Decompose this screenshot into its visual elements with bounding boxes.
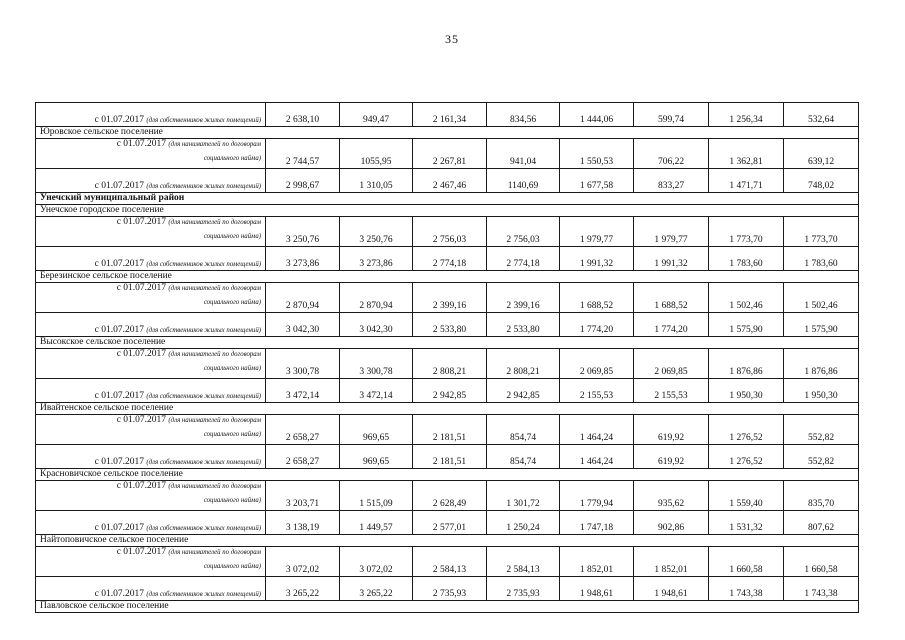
row-date: с 01.07.2017	[94, 181, 144, 191]
tariff-value-cell: 1 515,09	[340, 481, 413, 511]
tariff-value-cell: 1 948,61	[634, 577, 709, 601]
tariff-value-cell: 1 783,60	[784, 247, 859, 271]
tariff-row-tenants	[36, 415, 859, 445]
row-date: с 01.07.2017	[94, 523, 144, 533]
tariff-value-cell: 3 472,14	[266, 379, 340, 403]
row-note: (для собственников жилых помещений)	[146, 591, 261, 598]
tariff-value-cell: 1 502,46	[784, 283, 859, 313]
tariff-value-cell: 1 774,20	[634, 313, 709, 337]
tariff-value-cell: 3 250,76	[266, 217, 340, 247]
tariff-value-cell: 1 979,77	[634, 217, 709, 247]
tariff-value-cell: 1 502,46	[709, 283, 784, 313]
tariff-value-cell: 1 688,52	[560, 283, 634, 313]
tariff-value-cell: 1 464,24	[560, 415, 634, 445]
tariff-value-cell: 1055,95	[340, 139, 413, 169]
tariff-value-cell: 748,02	[784, 169, 859, 193]
tariff-value-cell: 1 471,71	[709, 169, 784, 193]
row-label	[36, 313, 266, 337]
tariff-value-cell: 969,65	[340, 415, 413, 445]
tariff-value-cell: 1 660,58	[709, 547, 784, 577]
tariff-value-cell: 2 181,51	[413, 445, 487, 469]
row-date: с 01.07.2017	[94, 115, 144, 125]
tariff-value-cell: 3 250,76	[340, 217, 413, 247]
tariff-value-cell: 2 584,13	[487, 547, 560, 577]
settlement-row	[36, 271, 859, 283]
tariff-row-tenants	[36, 481, 859, 511]
row-label	[36, 379, 266, 403]
tariff-value-cell: 1 852,01	[560, 547, 634, 577]
tariff-value-cell: 2 584,13	[413, 547, 487, 577]
tariff-value-cell: 3 072,02	[266, 547, 340, 577]
tariff-value-cell: 619,92	[634, 415, 709, 445]
tariff-value-cell: 1140,69	[487, 169, 560, 193]
tariff-value-cell: 835,70	[784, 481, 859, 511]
row-label	[36, 103, 266, 127]
tariff-value-cell: 3 042,30	[340, 313, 413, 337]
tariff-row-owners	[36, 577, 859, 601]
tariff-value-cell: 969,65	[340, 445, 413, 469]
tariff-value-cell: 2 808,21	[413, 349, 487, 379]
tariff-value-cell: 2 744,57	[266, 139, 340, 169]
row-label	[36, 139, 266, 169]
tariff-value-cell: 3 138,19	[266, 511, 340, 535]
row-date: с 01.07.2017	[94, 259, 144, 269]
row-label	[36, 283, 266, 313]
settlement-name: Юровское сельское поселение	[36, 127, 859, 139]
row-note: (для собственников жилых помещений)	[146, 459, 261, 466]
tariff-value-cell: 2 870,94	[266, 283, 340, 313]
tariff-value-cell: 2 467,46	[413, 169, 487, 193]
tariff-row-owners	[36, 445, 859, 469]
tariff-row-tenants	[36, 217, 859, 247]
row-note: (для собственников жилых помещений)	[146, 393, 261, 400]
tariff-value-cell: 2 774,18	[487, 247, 560, 271]
tariff-row-tenants	[36, 283, 859, 313]
row-note-continued: социального найма)	[203, 365, 261, 372]
tariff-row-tenants	[36, 547, 859, 577]
tariff-value-cell: 2 155,53	[634, 379, 709, 403]
tariff-value-cell: 2 658,27	[266, 415, 340, 445]
tariff-value-cell: 854,74	[487, 415, 560, 445]
row-note-continued: социального найма)	[203, 299, 261, 306]
tariff-value-cell: 1 276,52	[709, 445, 784, 469]
tariff-value-cell: 1 743,38	[709, 577, 784, 601]
tariff-row-owners	[36, 169, 859, 193]
row-date: с 01.07.2017	[94, 391, 144, 401]
row-date: с 01.07.2017	[116, 481, 167, 491]
row-label	[36, 415, 266, 445]
tariff-value-cell: 1 774,20	[560, 313, 634, 337]
row-date: с 01.07.2017	[116, 139, 167, 149]
tariff-value-cell: 2 399,16	[413, 283, 487, 313]
row-note: (для нанимателей по договорам	[168, 549, 261, 556]
tariff-value-cell: 2 399,16	[487, 283, 560, 313]
tariff-row-owners	[36, 247, 859, 271]
row-date: с 01.07.2017	[116, 349, 167, 359]
tariff-value-cell: 1 948,61	[560, 577, 634, 601]
tariff-table-body	[36, 103, 859, 613]
tariff-value-cell: 1 531,32	[709, 511, 784, 535]
tariff-value-cell: 2 774,18	[413, 247, 487, 271]
tariff-value-cell: 3 203,71	[266, 481, 340, 511]
tariff-value-cell: 941,04	[487, 139, 560, 169]
tariff-value-cell: 2 267,81	[413, 139, 487, 169]
tariff-value-cell: 2 870,94	[340, 283, 413, 313]
tariff-value-cell: 949,47	[340, 103, 413, 127]
settlement-name: Высокское сельское поселение	[36, 337, 859, 349]
tariff-value-cell: 1 876,86	[784, 349, 859, 379]
tariff-value-cell: 2 069,85	[560, 349, 634, 379]
row-label	[36, 217, 266, 247]
row-date: с 01.07.2017	[94, 457, 144, 467]
tariff-row-tenants	[36, 139, 859, 169]
tariff-value-cell: 854,74	[487, 445, 560, 469]
tariff-value-cell: 3 300,78	[340, 349, 413, 379]
tariff-value-cell: 2 756,03	[413, 217, 487, 247]
tariff-value-cell: 1 747,18	[560, 511, 634, 535]
tariff-value-cell: 1 950,30	[784, 379, 859, 403]
tariff-value-cell: 1 464,24	[560, 445, 634, 469]
row-date: с 01.07.2017	[116, 547, 167, 557]
row-date: с 01.07.2017	[94, 589, 144, 599]
row-label	[36, 445, 266, 469]
tariff-value-cell: 3 072,02	[340, 547, 413, 577]
tariff-value-cell: 3 265,22	[266, 577, 340, 601]
settlement-row	[36, 337, 859, 349]
row-note-continued: социального найма)	[203, 431, 261, 438]
tariff-value-cell: 1 773,70	[784, 217, 859, 247]
settlement-row	[36, 205, 859, 217]
tariff-value-cell: 833,27	[634, 169, 709, 193]
tariff-value-cell: 2 998,67	[266, 169, 340, 193]
row-note: (для собственников жилых помещений)	[146, 327, 261, 334]
tariff-row-owners	[36, 511, 859, 535]
tariff-value-cell: 1 852,01	[634, 547, 709, 577]
tariff-value-cell: 2 808,21	[487, 349, 560, 379]
tariff-value-cell: 1 559,40	[709, 481, 784, 511]
tariff-value-cell: 3 042,30	[266, 313, 340, 337]
settlement-name: Павловское сельское поселение	[36, 601, 859, 613]
tariff-value-cell: 834,56	[487, 103, 560, 127]
tariff-value-cell: 2 577,01	[413, 511, 487, 535]
page-number: 35	[445, 32, 459, 46]
district-row	[36, 193, 859, 205]
tariff-value-cell: 1 950,30	[709, 379, 784, 403]
district-name: Унечский муниципальный район	[36, 193, 859, 205]
tariff-value-cell: 2 533,80	[413, 313, 487, 337]
tariff-value-cell: 1 876,86	[709, 349, 784, 379]
settlement-row	[36, 469, 859, 481]
tariff-value-cell: 1 575,90	[784, 313, 859, 337]
tariff-value-cell: 1 660,58	[784, 547, 859, 577]
row-note: (для нанимателей по договорам	[168, 141, 261, 148]
row-note: (для нанимателей по договорам	[168, 219, 261, 226]
row-label	[36, 577, 266, 601]
settlement-name: Ивайтенское сельское поселение	[36, 403, 859, 415]
row-note-continued: социального найма)	[203, 155, 261, 162]
tariff-row-tenants	[36, 349, 859, 379]
row-note-continued: социального найма)	[203, 233, 261, 240]
row-label	[36, 349, 266, 379]
tariff-value-cell: 2 155,53	[560, 379, 634, 403]
tariff-value-cell: 2 628,49	[413, 481, 487, 511]
settlement-row	[36, 403, 859, 415]
tariff-value-cell: 1 991,32	[560, 247, 634, 271]
row-date: с 01.07.2017	[94, 325, 144, 335]
tariff-value-cell: 552,82	[784, 445, 859, 469]
tariff-value-cell: 1 449,57	[340, 511, 413, 535]
tariff-value-cell: 3 472,14	[340, 379, 413, 403]
settlement-row	[36, 127, 859, 139]
settlement-row	[36, 535, 859, 547]
tariff-value-cell: 902,86	[634, 511, 709, 535]
tariff-value-cell: 3 265,22	[340, 577, 413, 601]
tariff-value-cell: 2 756,03	[487, 217, 560, 247]
row-note: (для собственников жилых помещений)	[146, 525, 261, 532]
tariff-value-cell: 1 688,52	[634, 283, 709, 313]
row-note: (для собственников жилых помещений)	[146, 261, 261, 268]
row-label	[36, 169, 266, 193]
tariff-value-cell: 1 991,32	[634, 247, 709, 271]
tariff-value-cell: 1 773,70	[709, 217, 784, 247]
tariff-value-cell: 1 677,58	[560, 169, 634, 193]
tariff-value-cell: 2 638,10	[266, 103, 340, 127]
tariff-value-cell: 2 533,80	[487, 313, 560, 337]
tariff-value-cell: 1 979,77	[560, 217, 634, 247]
row-label	[36, 481, 266, 511]
tariff-value-cell: 2 069,85	[634, 349, 709, 379]
tariff-row-owners	[36, 313, 859, 337]
tariff-value-cell: 3 300,78	[266, 349, 340, 379]
row-note-continued: социального найма)	[203, 497, 261, 504]
tariff-value-cell: 935,62	[634, 481, 709, 511]
tariff-value-cell: 1 310,05	[340, 169, 413, 193]
row-date: с 01.07.2017	[116, 415, 167, 425]
tariff-value-cell: 2 735,93	[413, 577, 487, 601]
row-note: (для собственников жилых помещений)	[146, 117, 261, 124]
row-note: (для нанимателей по договорам	[168, 351, 261, 358]
settlement-row	[36, 601, 859, 613]
tariff-value-cell: 2 735,93	[487, 577, 560, 601]
tariff-value-cell: 2 181,51	[413, 415, 487, 445]
tariff-value-cell: 599,74	[634, 103, 709, 127]
tariff-value-cell: 1 362,81	[709, 139, 784, 169]
tariff-value-cell: 2 161,34	[413, 103, 487, 127]
row-date: с 01.07.2017	[116, 283, 167, 293]
row-note: (для нанимателей по договорам	[168, 483, 261, 490]
row-label	[36, 547, 266, 577]
tariff-value-cell: 532,64	[784, 103, 859, 127]
tariff-value-cell: 1 250,24	[487, 511, 560, 535]
tariff-value-cell: 619,92	[634, 445, 709, 469]
tariff-value-cell: 1 276,52	[709, 415, 784, 445]
row-label	[36, 247, 266, 271]
tariff-value-cell: 552,82	[784, 415, 859, 445]
row-note: (для нанимателей по договорам	[168, 285, 261, 292]
settlement-name: Найтоповичское сельское поселение	[36, 535, 859, 547]
tariff-row-owners	[36, 103, 859, 127]
tariff-value-cell: 2 658,27	[266, 445, 340, 469]
row-note: (для нанимателей по договорам	[168, 417, 261, 424]
tariff-value-cell: 1 444,06	[560, 103, 634, 127]
tariff-row-owners	[36, 379, 859, 403]
tariff-value-cell: 706,22	[634, 139, 709, 169]
row-note-continued: социального найма)	[203, 563, 261, 570]
row-note: (для собственников жилых помещений)	[146, 183, 261, 190]
tariff-value-cell: 1 783,60	[709, 247, 784, 271]
tariff-value-cell: 3 273,86	[340, 247, 413, 271]
tariff-value-cell: 1 301,72	[487, 481, 560, 511]
tariff-value-cell: 807,62	[784, 511, 859, 535]
row-label	[36, 511, 266, 535]
tariff-value-cell: 2 942,85	[413, 379, 487, 403]
tariff-value-cell: 2 942,85	[487, 379, 560, 403]
row-date: с 01.07.2017	[116, 217, 167, 227]
settlement-name: Красновичское сельское поселение	[36, 469, 859, 481]
settlement-name: Березинское сельское поселение	[36, 271, 859, 283]
tariff-value-cell: 1 575,90	[709, 313, 784, 337]
tariff-value-cell: 3 273,86	[266, 247, 340, 271]
settlement-name: Унечское городское поселение	[36, 205, 859, 217]
tariff-value-cell: 1 743,38	[784, 577, 859, 601]
tariff-value-cell: 1 256,34	[709, 103, 784, 127]
tariff-table	[35, 102, 859, 613]
tariff-value-cell: 639,12	[784, 139, 859, 169]
tariff-value-cell: 1 550,53	[560, 139, 634, 169]
tariff-value-cell: 1 779,94	[560, 481, 634, 511]
